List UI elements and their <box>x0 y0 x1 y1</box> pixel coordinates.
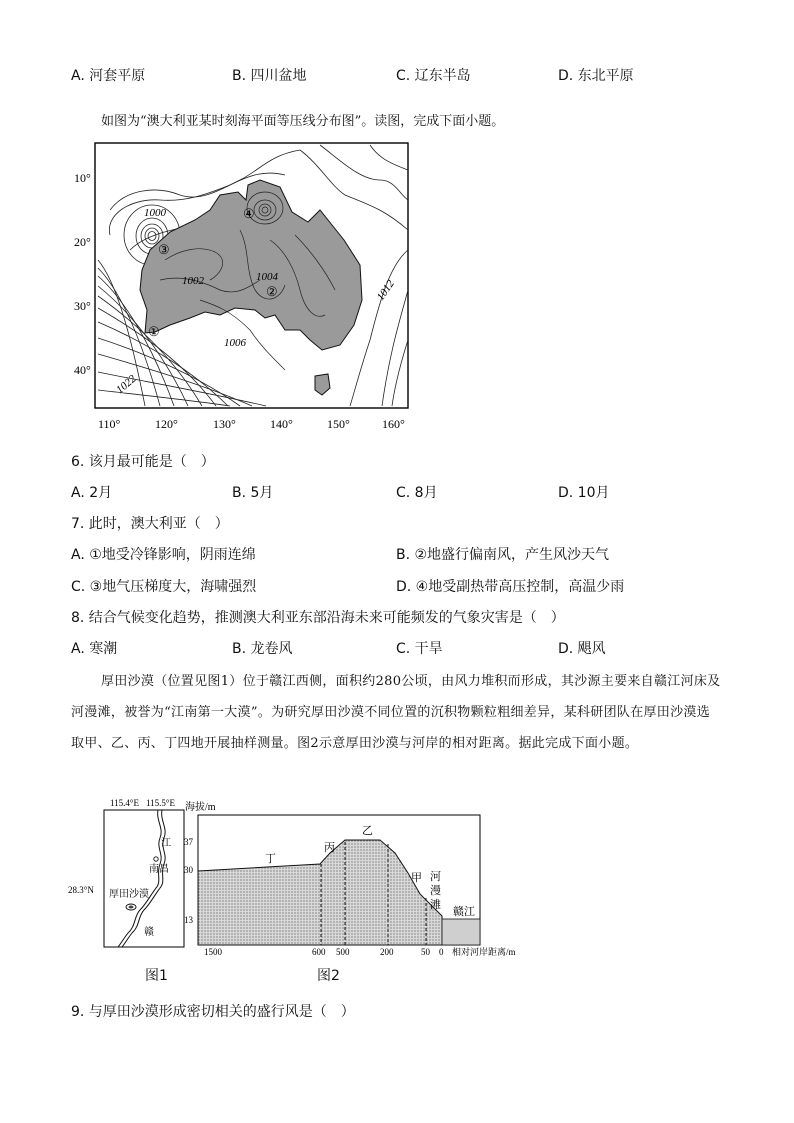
point-4-label: ④ <box>243 206 255 221</box>
fig2-floodplain-2: 漫 <box>430 885 441 897</box>
fig2-site-ding: 丁 <box>265 853 276 865</box>
fig2-floodplain-1: 河 <box>430 871 441 883</box>
fig2-xtick-50: 50 <box>421 947 430 957</box>
fig1-desert: 厚田沙漠 <box>109 889 149 900</box>
isobar-1012: 1012 <box>374 277 398 303</box>
q6-option-b: B. 5月 <box>232 485 274 501</box>
fig1-lon2: 115.5°E <box>146 798 176 808</box>
lon-label-150: 150° <box>327 417 350 431</box>
fig2-profile-chart <box>180 798 535 960</box>
q6-stem: 6. 该月最可能是（ ） <box>71 454 215 470</box>
q7-option-d: D. ④地受副热带高压控制，高温少雨 <box>396 579 625 595</box>
fig2-xtick-1500: 1500 <box>204 947 222 957</box>
fig2-site-bing: 丙 <box>324 842 335 854</box>
fig2-xtick-0: 0 <box>439 947 444 957</box>
lat-label-40: 40° <box>74 363 91 377</box>
q7-stem: 7. 此时，澳大利亚（ ） <box>71 516 229 532</box>
q7-option-a: A. ①地受冷锋影响，阴雨连绵 <box>71 547 256 563</box>
fig1-location-map <box>66 796 194 956</box>
fig2-site-jia: 甲 <box>411 872 422 884</box>
intro-australia: 如图为“澳大利亚某时刻海平面等压线分布图”。读图，完成下面小题。 <box>101 114 505 129</box>
lon-label-160: 160° <box>382 417 405 431</box>
fig1-lat: 28.3°N <box>68 885 94 895</box>
q8-option-b: B. 龙卷风 <box>232 641 293 657</box>
lon-label-130: 130° <box>213 417 236 431</box>
q7-option-b: B. ②地盛行偏南风，产生风沙天气 <box>396 547 610 563</box>
fig2-ytick-13: 13 <box>184 915 193 925</box>
isobar-1002: 1002 <box>182 275 204 287</box>
fig2-ytick-37: 37 <box>184 837 193 847</box>
q6-option-d: D. 10月 <box>558 485 610 501</box>
lon-label-140: 140° <box>270 417 293 431</box>
q6-option-a: A. 2月 <box>71 485 113 501</box>
fig2-floodplain-3: 滩 <box>430 899 441 911</box>
q7-option-c: C. ③地气压梯度大，海啸强烈 <box>71 579 257 595</box>
fig2-xtick-500: 500 <box>336 947 350 957</box>
q6-option-c: C. 8月 <box>396 485 438 501</box>
fig1-caption: 图1 <box>145 968 168 984</box>
fig2-river-ganjiang: 赣江 <box>453 906 475 918</box>
isobar-1000: 1000 <box>144 207 166 219</box>
lon-label-110: 110° <box>98 417 121 431</box>
fig2-xlabel: 相对河岸距离/m <box>452 947 516 957</box>
fig1-river-gan: 赣 <box>144 927 154 938</box>
fig2-xtick-600: 600 <box>312 947 326 957</box>
point-3-label: ③ <box>158 242 170 257</box>
lat-label-30: 30° <box>74 299 91 313</box>
lat-label-10: 10° <box>74 171 91 185</box>
q8-stem: 8. 结合气候变化趋势，推测澳大利亚东部沿海未来可能频发的气象灾害是（ ） <box>71 610 565 626</box>
point-1-label: ① <box>148 324 160 339</box>
fig2-ytick-30: 30 <box>184 865 193 875</box>
q5-option-c: C. 辽东半岛 <box>396 68 471 84</box>
fig2-site-yi: 乙 <box>362 825 373 837</box>
q5-option-d: D. 东北平原 <box>558 68 634 84</box>
q5-option-b: B. 四川盆地 <box>232 68 307 84</box>
passage-houtian: 厚田沙漠（位置见图1）位于赣江西侧，面积约280公顷，由风力堆积而形成，其沙源主要来自赣江河床及河漫滩，被誉为“江南第一大漠”。为研究厚田沙漠不同位置的沉积物颗粒粗细差异，某科研团队在厚田沙漠选取甲、乙、丙、丁四地开展抽样测量。图2示意厚田沙漠与河岸的相对距离。据此完成下面小题。 <box>71 674 721 751</box>
q8-option-d: D. 飓风 <box>558 641 606 657</box>
fig1-city-nanchang: 南昌 <box>149 864 169 875</box>
fig1-lon1: 115.4°E <box>110 798 140 808</box>
isobar-1004: 1004 <box>256 271 278 283</box>
australia-isobar-map <box>70 140 420 435</box>
isobar-1022: 1022 <box>114 372 139 397</box>
lon-label-120: 120° <box>155 417 178 431</box>
isobar-1006: 1006 <box>224 337 246 349</box>
point-2-label: ② <box>266 284 278 299</box>
fig1-river-jiang: 江 <box>161 838 171 849</box>
lat-label-20: 20° <box>74 235 91 249</box>
q9-stem: 9. 与厚田沙漠形成密切相关的盛行风是（ ） <box>71 1004 355 1020</box>
fig2-xtick-200: 200 <box>380 947 394 957</box>
q5-option-a: A. 河套平原 <box>71 68 146 84</box>
fig2-ylabel: 海拔/m <box>185 802 216 813</box>
fig2-caption: 图2 <box>317 968 340 984</box>
q8-option-a: A. 寒潮 <box>71 641 118 657</box>
q8-option-c: C. 干旱 <box>396 641 443 657</box>
